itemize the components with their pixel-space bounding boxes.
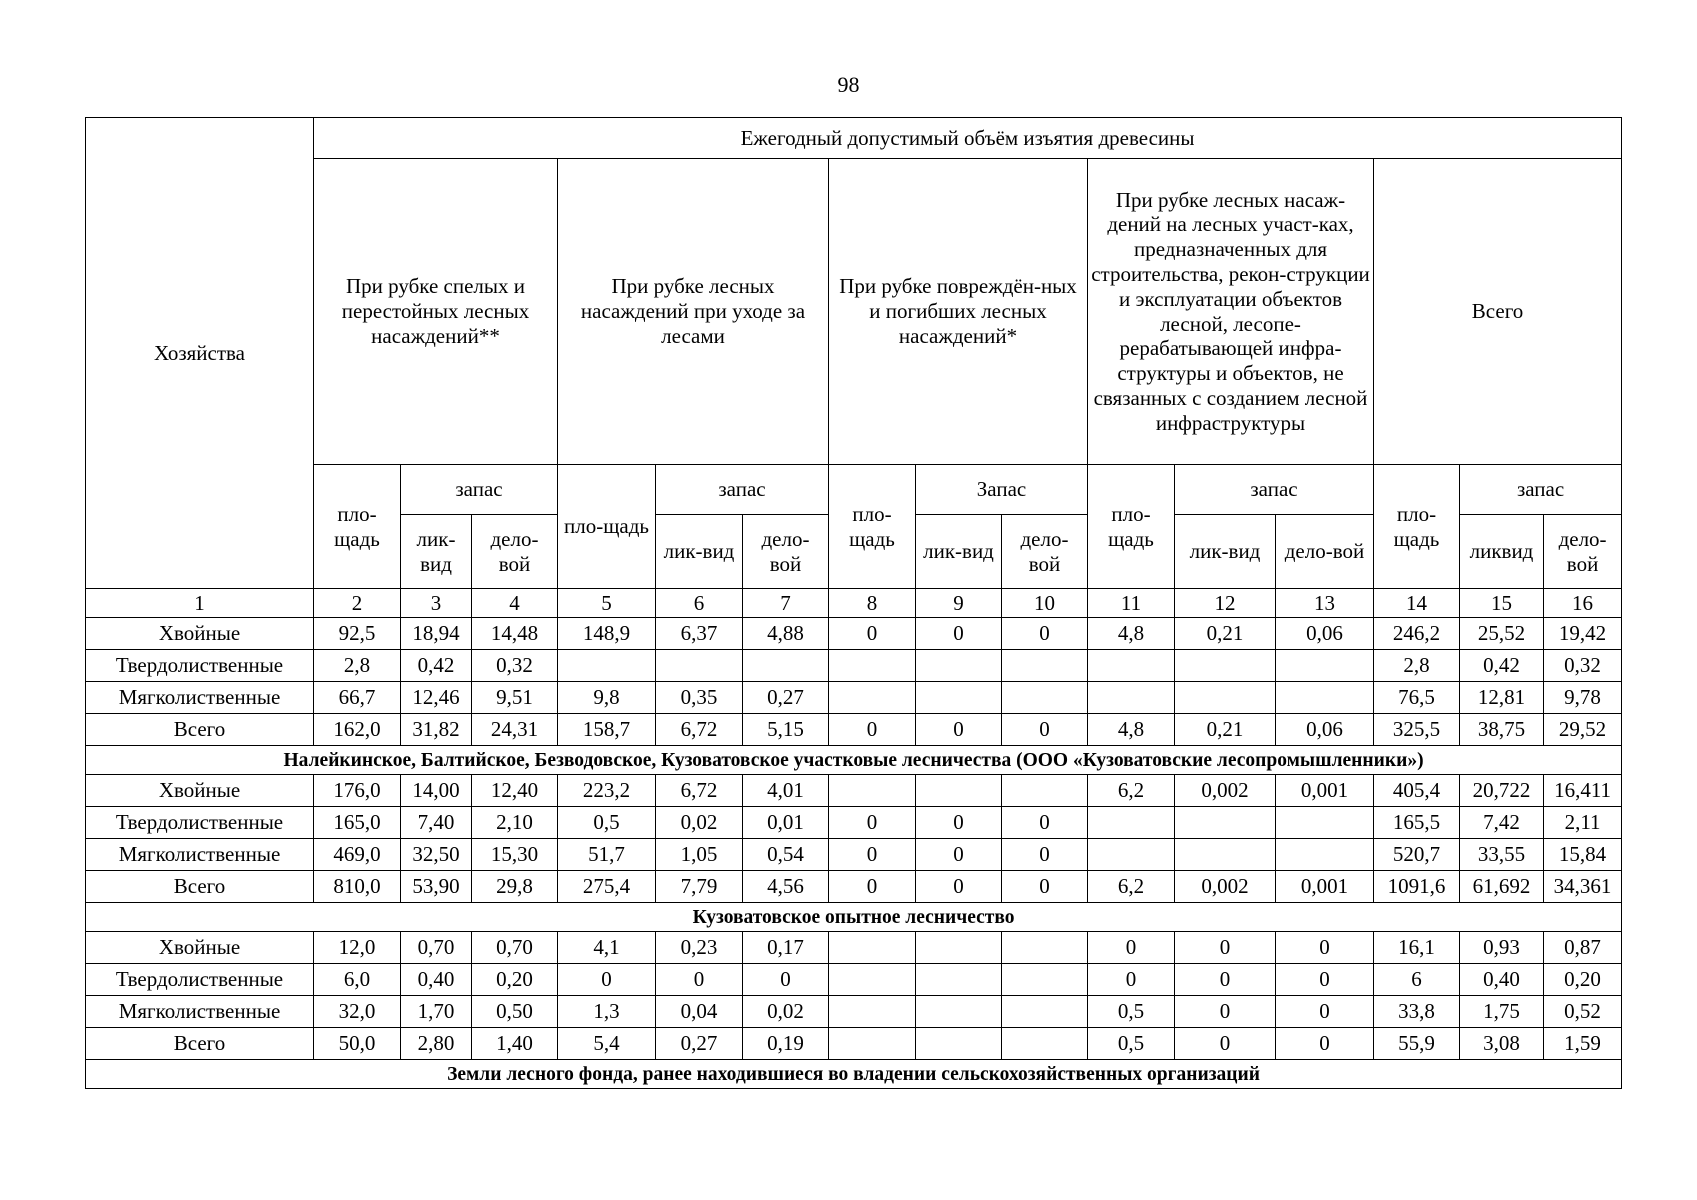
table-cell: 14,48 <box>472 618 558 650</box>
column-number: 14 <box>1374 589 1460 618</box>
table-cell: 0 <box>829 618 916 650</box>
table-row <box>86 871 1622 903</box>
header-area-3: пло-щадь <box>829 465 916 589</box>
table-cell: 29,8 <box>472 871 558 903</box>
column-number: 3 <box>401 589 472 618</box>
table-cell: 0,21 <box>1175 618 1276 650</box>
table-cell: 0,35 <box>656 682 743 714</box>
table-cell: 51,7 <box>558 839 656 871</box>
table-cell: 0 <box>1175 932 1276 964</box>
table-cell: 33,8 <box>1374 996 1460 1028</box>
table-cell: 148,9 <box>558 618 656 650</box>
column-number: 5 <box>558 589 656 618</box>
table-cell: 0,42 <box>401 650 472 682</box>
table-cell: 1,40 <box>472 1028 558 1060</box>
table-cell: 1091,6 <box>1374 871 1460 903</box>
table-cell <box>1276 650 1374 682</box>
table-cell <box>1088 839 1175 871</box>
table-cell <box>916 964 1002 996</box>
table-row <box>86 714 1622 746</box>
table-cell: 4,88 <box>743 618 829 650</box>
table-cell: 1,59 <box>1544 1028 1622 1060</box>
table-cell: 0,04 <box>656 996 743 1028</box>
table-cell: 0 <box>916 714 1002 746</box>
table-cell: 2,8 <box>314 650 401 682</box>
column-number: 1 <box>86 589 314 618</box>
table-row <box>86 1028 1622 1060</box>
header-area-2: пло-щадь <box>558 465 656 589</box>
table-cell <box>1002 964 1088 996</box>
table-cell <box>829 964 916 996</box>
table-cell: 61,692 <box>1460 871 1544 903</box>
column-number: 15 <box>1460 589 1544 618</box>
table-cell: 0,02 <box>656 807 743 839</box>
table-cell: 246,2 <box>1374 618 1460 650</box>
table-cell: 4,56 <box>743 871 829 903</box>
row-label: Мягколиственные <box>86 682 314 714</box>
table-cell: 20,722 <box>1460 775 1544 807</box>
table-cell: 9,51 <box>472 682 558 714</box>
row-label: Мягколиственные <box>86 839 314 871</box>
table-cell: 2,10 <box>472 807 558 839</box>
table-cell: 9,78 <box>1544 682 1622 714</box>
table-cell: 176,0 <box>314 775 401 807</box>
table-cell: 0,002 <box>1175 775 1276 807</box>
row-label: Хвойные <box>86 932 314 964</box>
table-cell: 16,1 <box>1374 932 1460 964</box>
table-cell: 6,37 <box>656 618 743 650</box>
table-cell: 7,42 <box>1460 807 1544 839</box>
table-cell <box>829 1028 916 1060</box>
table-cell: 0,23 <box>656 932 743 964</box>
table-cell <box>1002 682 1088 714</box>
table-cell: 2,11 <box>1544 807 1622 839</box>
table-cell: 405,4 <box>1374 775 1460 807</box>
section-row <box>86 903 1622 932</box>
table-cell <box>829 682 916 714</box>
table-cell: 0 <box>743 964 829 996</box>
header-liquid-5: ликвид <box>1460 515 1544 589</box>
header-annual-volume: Ежегодный допустимый объём изъятия древесины <box>314 118 1622 159</box>
header-area-4: пло-щадь <box>1088 465 1175 589</box>
table-cell <box>1088 807 1175 839</box>
row-label: Хвойные <box>86 618 314 650</box>
table-cell: 0 <box>1276 964 1374 996</box>
table-cell <box>829 932 916 964</box>
section-row <box>86 1060 1622 1089</box>
table-cell: 165,5 <box>1374 807 1460 839</box>
table-cell <box>829 775 916 807</box>
table-cell: 810,0 <box>314 871 401 903</box>
header-stock-2: запас <box>656 465 829 515</box>
table-cell: 0 <box>1088 964 1175 996</box>
table-cell <box>1002 996 1088 1028</box>
table-body <box>86 618 1622 1089</box>
table-cell: 14,00 <box>401 775 472 807</box>
table-cell <box>1088 682 1175 714</box>
column-number: 7 <box>743 589 829 618</box>
table-cell: 4,1 <box>558 932 656 964</box>
table-cell: 0,70 <box>401 932 472 964</box>
table-cell: 0 <box>1002 839 1088 871</box>
table-cell: 4,8 <box>1088 618 1175 650</box>
table-row <box>86 996 1622 1028</box>
header-liquid-1: лик-вид <box>401 515 472 589</box>
table-cell <box>743 650 829 682</box>
table-cell: 0 <box>916 807 1002 839</box>
table-cell <box>1276 807 1374 839</box>
table-cell: 50,0 <box>314 1028 401 1060</box>
table-row <box>86 775 1622 807</box>
table-cell: 76,5 <box>1374 682 1460 714</box>
header-stock-4: запас <box>1175 465 1374 515</box>
table-cell: 33,55 <box>1460 839 1544 871</box>
table-cell: 0,42 <box>1460 650 1544 682</box>
table-cell: 0,5 <box>1088 996 1175 1028</box>
header-area-5: пло-щадь <box>1374 465 1460 589</box>
table-cell <box>1175 839 1276 871</box>
table-cell: 0 <box>1002 807 1088 839</box>
table-cell: 0 <box>1088 932 1175 964</box>
table-cell <box>916 682 1002 714</box>
table-cell: 1,05 <box>656 839 743 871</box>
table-cell: 4,8 <box>1088 714 1175 746</box>
table-cell: 32,0 <box>314 996 401 1028</box>
column-number: 9 <box>916 589 1002 618</box>
column-number: 12 <box>1175 589 1276 618</box>
table-cell <box>1276 682 1374 714</box>
table-cell: 0 <box>916 871 1002 903</box>
table-cell: 6,2 <box>1088 775 1175 807</box>
column-number: 8 <box>829 589 916 618</box>
table-cell: 0,02 <box>743 996 829 1028</box>
table-header <box>86 118 1622 618</box>
table-cell: 0,50 <box>472 996 558 1028</box>
table-cell: 0,5 <box>558 807 656 839</box>
table-cell: 1,75 <box>1460 996 1544 1028</box>
table-cell: 38,75 <box>1460 714 1544 746</box>
table-cell: 0 <box>1002 618 1088 650</box>
table-cell: 0,19 <box>743 1028 829 1060</box>
table-cell: 0,40 <box>1460 964 1544 996</box>
table-cell: 0 <box>829 807 916 839</box>
table-cell <box>829 650 916 682</box>
table-cell <box>1002 650 1088 682</box>
table-cell: 0 <box>1175 964 1276 996</box>
table-cell: 0 <box>1175 1028 1276 1060</box>
table-cell: 12,40 <box>472 775 558 807</box>
table-cell <box>558 650 656 682</box>
row-label: Мягколиственные <box>86 996 314 1028</box>
table-cell: 0 <box>1276 1028 1374 1060</box>
table-cell: 12,0 <box>314 932 401 964</box>
header-business-5: дело-вой <box>1544 515 1622 589</box>
table-cell: 7,79 <box>656 871 743 903</box>
table-cell: 0,87 <box>1544 932 1622 964</box>
table-cell: 0,21 <box>1175 714 1276 746</box>
header-liquid-3: лик-вид <box>916 515 1002 589</box>
table-cell: 0 <box>656 964 743 996</box>
header-business-2: дело-вой <box>743 515 829 589</box>
row-label: Хвойные <box>86 775 314 807</box>
table-cell: 0,5 <box>1088 1028 1175 1060</box>
row-label: Всего <box>86 714 314 746</box>
table-cell: 0,40 <box>401 964 472 996</box>
table-cell: 469,0 <box>314 839 401 871</box>
table-cell: 223,2 <box>558 775 656 807</box>
table-cell: 6,2 <box>1088 871 1175 903</box>
table-cell: 31,82 <box>401 714 472 746</box>
table-cell: 18,94 <box>401 618 472 650</box>
header-area-1: пло-щадь <box>314 465 401 589</box>
table-cell: 66,7 <box>314 682 401 714</box>
table-cell: 0,93 <box>1460 932 1544 964</box>
table-cell: 6,72 <box>656 714 743 746</box>
table-cell: 1,3 <box>558 996 656 1028</box>
column-number: 11 <box>1088 589 1175 618</box>
column-number: 6 <box>656 589 743 618</box>
table-cell: 0 <box>558 964 656 996</box>
table-cell: 2,8 <box>1374 650 1460 682</box>
table-cell: 53,90 <box>401 871 472 903</box>
table-row <box>86 807 1622 839</box>
table-cell: 6,0 <box>314 964 401 996</box>
table-cell <box>656 650 743 682</box>
table-cell <box>1002 1028 1088 1060</box>
table-cell: 0,001 <box>1276 775 1374 807</box>
table-cell: 162,0 <box>314 714 401 746</box>
section-title: Налейкинское, Балтийское, Безводовское, Кузоватовское участковые лесничества (ООО «Кузоватовские лесопромышленники») <box>86 746 1622 775</box>
column-number: 4 <box>472 589 558 618</box>
page-number: 98 <box>837 72 860 97</box>
table-cell: 25,52 <box>1460 618 1544 650</box>
table-cell <box>916 650 1002 682</box>
table-row <box>86 618 1622 650</box>
table-cell: 0,06 <box>1276 618 1374 650</box>
table-cell: 275,4 <box>558 871 656 903</box>
table-cell: 6 <box>1374 964 1460 996</box>
table-cell <box>1175 807 1276 839</box>
table-cell: 0 <box>916 839 1002 871</box>
table-cell: 12,81 <box>1460 682 1544 714</box>
table-cell: 325,5 <box>1374 714 1460 746</box>
table-cell: 0,52 <box>1544 996 1622 1028</box>
table-cell: 0,54 <box>743 839 829 871</box>
table-cell: 0,01 <box>743 807 829 839</box>
table-cell: 15,84 <box>1544 839 1622 871</box>
table-cell: 158,7 <box>558 714 656 746</box>
table-cell <box>916 996 1002 1028</box>
table-cell <box>916 775 1002 807</box>
table-cell: 7,40 <box>401 807 472 839</box>
table-cell: 0,001 <box>1276 871 1374 903</box>
table-cell: 5,4 <box>558 1028 656 1060</box>
section-title: Земли лесного фонда, ранее находившиеся во владении сельскохозяйственных организаций <box>86 1060 1622 1089</box>
table-cell: 520,7 <box>1374 839 1460 871</box>
table-cell: 0,17 <box>743 932 829 964</box>
header-stock-1: запас <box>401 465 558 515</box>
table-cell: 0 <box>1002 714 1088 746</box>
table-cell: 92,5 <box>314 618 401 650</box>
timber-harvest-table <box>85 117 1622 1089</box>
table-cell: 0 <box>829 839 916 871</box>
table-cell: 29,52 <box>1544 714 1622 746</box>
table-cell: 3,08 <box>1460 1028 1544 1060</box>
table-cell: 0,20 <box>1544 964 1622 996</box>
table-cell: 9,8 <box>558 682 656 714</box>
table-row <box>86 932 1622 964</box>
table-cell: 0,20 <box>472 964 558 996</box>
table-cell: 0 <box>916 618 1002 650</box>
table-row <box>86 682 1622 714</box>
table-row <box>86 839 1622 871</box>
header-group-2: При рубке лесных насаждений при уходе за лесами <box>558 159 829 465</box>
table-cell: 0,32 <box>1544 650 1622 682</box>
table-cell: 55,9 <box>1374 1028 1460 1060</box>
header-group-1: При рубке спелых и перестойных лесных насаждений** <box>314 159 558 465</box>
header-liquid-2: лик-вид <box>656 515 743 589</box>
header-group-5: Всего <box>1374 159 1622 465</box>
row-label: Всего <box>86 871 314 903</box>
header-stock-5: запас <box>1460 465 1622 515</box>
column-number: 2 <box>314 589 401 618</box>
table-row <box>86 964 1622 996</box>
table-cell: 0 <box>829 714 916 746</box>
table-cell: 24,31 <box>472 714 558 746</box>
table-cell: 0 <box>1276 996 1374 1028</box>
header-business-3: дело-вой <box>1002 515 1088 589</box>
table-cell: 4,01 <box>743 775 829 807</box>
table-cell <box>1175 682 1276 714</box>
table-cell: 5,15 <box>743 714 829 746</box>
table-cell: 0,27 <box>656 1028 743 1060</box>
header-liquid-4: лик-вид <box>1175 515 1276 589</box>
table-row <box>86 650 1622 682</box>
table-cell <box>916 932 1002 964</box>
table-cell: 0 <box>1175 996 1276 1028</box>
header-stock-3: Запас <box>916 465 1088 515</box>
table-cell: 1,70 <box>401 996 472 1028</box>
section-row <box>86 746 1622 775</box>
header-business-4: дело-вой <box>1276 515 1374 589</box>
table-cell: 165,0 <box>314 807 401 839</box>
table-cell: 0,32 <box>472 650 558 682</box>
table-cell <box>1088 650 1175 682</box>
table-cell <box>1175 650 1276 682</box>
table-cell <box>829 996 916 1028</box>
table-cell: 12,46 <box>401 682 472 714</box>
table-cell: 34,361 <box>1544 871 1622 903</box>
table-cell: 0,27 <box>743 682 829 714</box>
table-cell: 15,30 <box>472 839 558 871</box>
row-label: Твердолиственные <box>86 650 314 682</box>
table-cell: 16,411 <box>1544 775 1622 807</box>
table-cell: 32,50 <box>401 839 472 871</box>
table-cell <box>1002 932 1088 964</box>
column-number: 10 <box>1002 589 1088 618</box>
table-cell <box>916 1028 1002 1060</box>
header-farms: Хозяйства <box>86 118 314 589</box>
row-label: Твердолиственные <box>86 807 314 839</box>
column-number: 16 <box>1544 589 1622 618</box>
section-title: Кузоватовское опытное лесничество <box>86 903 1622 932</box>
row-label: Твердолиственные <box>86 964 314 996</box>
row-label: Всего <box>86 1028 314 1060</box>
table-cell: 0 <box>1002 871 1088 903</box>
table-cell: 19,42 <box>1544 618 1622 650</box>
table-cell: 2,80 <box>401 1028 472 1060</box>
table-cell <box>1002 775 1088 807</box>
table-cell: 0 <box>829 871 916 903</box>
table-cell: 6,72 <box>656 775 743 807</box>
table-cell <box>1276 839 1374 871</box>
table-cell: 0,06 <box>1276 714 1374 746</box>
table-cell: 0 <box>1276 932 1374 964</box>
header-group-4: При рубке лесных насаж-дений на лесных участ-ках, предназначенных для строительства, рекон-струкции и эксплуатации объектов лесной, лесопе-рерабатывающей инфра-структуры и объектов, не связанных с созданием лесной инфраструктуры <box>1088 159 1374 465</box>
header-business-1: дело-вой <box>472 515 558 589</box>
table-cell: 0,70 <box>472 932 558 964</box>
table-cell: 0,002 <box>1175 871 1276 903</box>
column-number: 13 <box>1276 589 1374 618</box>
header-group-3: При рубке повреждён-ных и погибших лесных насаждений* <box>829 159 1088 465</box>
